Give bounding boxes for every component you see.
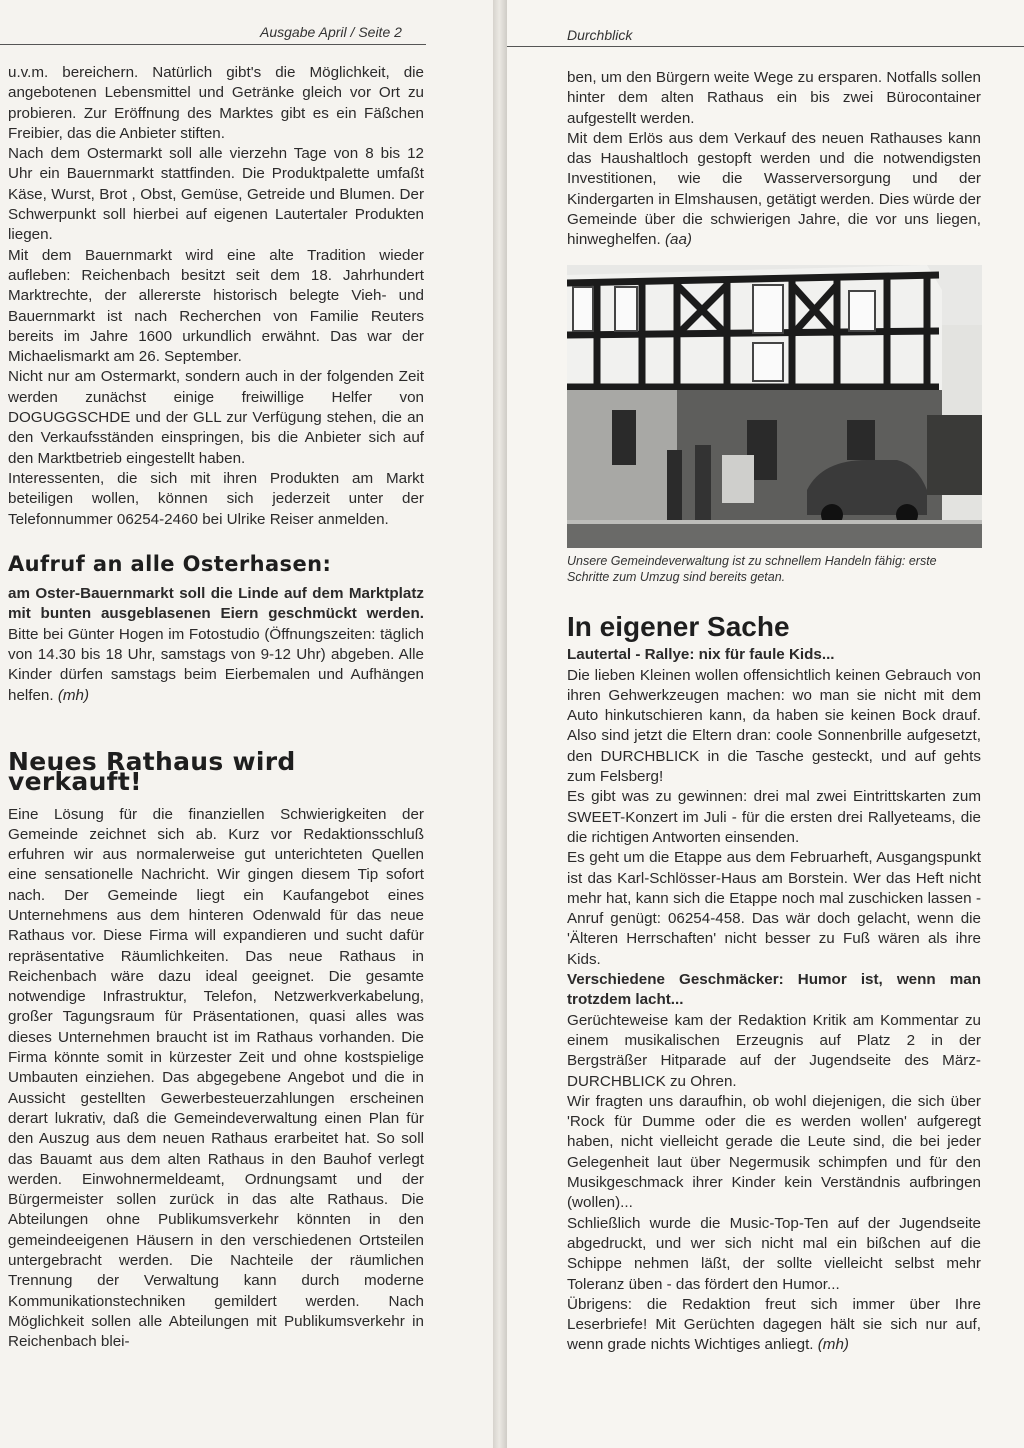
rathaus-heading: Neues Rathaus wird verkauft! bbox=[8, 746, 296, 797]
paragraph: Nach dem Ostermarkt soll alle vierzehn Tage von 8 bis 12 Uhr ein Bauernmarkt stattfinden. Die Produktpalette umfaßt Käse, Wurst, Brot , Obst, Gemüse, Getreide und Blumen. Der Schwerpunkt soll hierbei auf eigenen Lautertaler Produkten liegen. bbox=[8, 145, 424, 244]
humor-heading: Verschiedene Geschmäcker: Humor ist, wenn man trotzdem lacht... bbox=[567, 971, 981, 1009]
right-column-bottom bbox=[567, 611, 981, 1356]
left-header-rule bbox=[0, 44, 426, 45]
right-page-header: Durchblick bbox=[567, 27, 633, 43]
paragraph bbox=[567, 1295, 981, 1356]
left-page-header: Ausgabe April / Seite 2 bbox=[260, 24, 402, 40]
paragraph: Schließlich wurde die Music-Top-Ten auf der Jugendseite abgedruckt, und wer sich nicht mal ein bißchen auf die Schippe nehmen läßt, der sollte vielleicht selbst mehr Toleranz üben - das fördert den Humor... bbox=[567, 1214, 981, 1293]
rathaus-text: Eine Lösung für die finanziellen Schwierigkeiten der Gemeinde zeichnet sich ab. Kurz vor Redaktionsschluß erfuhren wir aus normalerweise gut unterichteten Quellen eine sensationelle Nachricht. Wir gingen diesem Tip sofort nach. Der Gemeinde liegt ein Kaufangebot eines Unternehmens aus dem hinteren Odenwald für das neue Rathaus vor. Diese Firma will expandieren und sucht dafür repräsentative Räumlichkeiten. Das neue Rathaus in Reichenbach wäre dazu ideal geeignet. Die gesamte notwendige Infrastruktur, Telefon, Netzwerkverkabelung, großer Tagungsraum für Präsentationen, quasi alles was dieses Unternehmen braucht ist im Rathaus vorhanden. Die Firma könnte somit in kürzester Zeit und ohne kostspielige Umbauten einziehen. Das abgegebene Angebot und die in Aussicht gestellten Gewerbesteuerzahlungen erscheinen derart lukrativ, daß die Gemeindeverwaltung einen Plan für den Auszug aus dem neuen Rathaus erarbeitet hat. So soll das Bauamt aus dem alten Rathaus in den Bauhof verlegt werden. Einwohnermeldeamt, Ordnungsamt und der Bürgermeister sollen zurück in das alte Rathaus. Die Abteilungen ohne Publikumsverkehr könnten in den gemeindeeigenen Häusern in den verschiedenen Ortsteilen untergebracht werden. Die Nachteile der räumlichen Trennung der Verwaltung kann durch moderne Kommunikationstechniken gemildert werden. Nach Möglichkeit sollen alle Abteilungen mit Publikumsverkehr in Reichenbach blei- bbox=[8, 805, 424, 1351]
paragraph-body: Mit dem Erlös aus dem Verkauf des neuen Rathauses kann das Haushaltloch gestopft werden und die notwendigsten Investitionen, wie die Wasserversorgung und der Kindergarten in Elmshausen, getätigt werden. Dies würde der Gemeinde über die schwierigen Jahre, die vor uns liegen, hinweghelfen. bbox=[567, 129, 981, 249]
osterhasen-bold-text: am Oster-Bauernmarkt soll die Linde auf dem Marktplatz mit bunten ausgeblasenen Eiern geschmückt werden. bbox=[8, 585, 424, 623]
author-tag: (aa) bbox=[664, 231, 692, 249]
osterhasen-body: Bitte bei Günter Hogen im Fotostudio (Öffnungszeiten: täglich von 14.30 bis 18 Uhr, samstags von 9-12 Uhr) abgeben. Alle Kinder dürfen samstags beim Eierbemalen und Aufhängen helfen. bbox=[8, 625, 424, 704]
author-tag: (mh) bbox=[817, 1336, 849, 1354]
osterhasen-text bbox=[8, 584, 424, 706]
osterhasen-heading: Aufruf an alle Osterhasen: bbox=[8, 551, 332, 576]
paragraph: Es gibt was zu gewinnen: drei mal zwei Eintrittskarten zum SWEET-Konzert im Juli - für die ersten drei Rallyeteams, die die richtigen Antworten einsenden. bbox=[567, 788, 981, 846]
paragraph: Mit dem Bauernmarkt wird eine alte Tradition wieder aufleben: Reichenbach besitzt seit dem 18. Jahrhundert Marktrechte, der allererste historisch belegte Vieh- und Bauernmarkt ist nach Recherchen von Familie Reuters bereits im Jahre 1600 urkundlich erwähnt. Das war der Michaelismarkt am 26. September. bbox=[8, 246, 424, 366]
paragraph: ben, um den Bürgern weite Wege zu ersparen. Notfalls sollen hinter dem alten Rathaus ein bis zwei Bürocontainer aufgestellt werden. bbox=[567, 69, 981, 127]
paragraph: Es geht um die Etappe aus dem Februarheft, Ausgangspunkt ist das Karl-Schlösser-Haus am Borstein. Wer das Heft nicht mehr hat, kann sich die Etappe noch mal zuschicken lassen - Anruf genügt: 06254-458. Das wär doch gelacht, wenn die 'Älteren Herrschaften' nicht besser zu Fuß wären als ihre Kids. bbox=[567, 849, 981, 968]
paragraph: u.v.m. bereichern. Natürlich gibt's die Möglichkeit, die angebotenen Lebensmittel und Getränke gleich vor Ort zu probieren. Zur Eröffnung des Marktes gibt es ein Fäßchen Freibier, das die Anbieter stiften. bbox=[8, 64, 424, 142]
paragraph: Die lieben Kleinen wollen offensichtlich keinen Gebrauch von ihren Gehwerkzeugen machen: wo man sie nicht mit dem Auto hinkutschieren kann, da haben sie keinen Bock drauf. Also sind jetzt die Eltern dran: coole Sonnenbrille aufgesetzt, den DURCHBLICK in die Tasche gesteckt, und auf gehts zum Felsberg! bbox=[567, 666, 981, 786]
rallye-heading: Lautertal - Rallye: nix für faule Kids... bbox=[567, 646, 835, 664]
closing-text: Übrigens: die Redaktion freut sich immer über Ihre Leserbriefe! Mit Gerüchten dagegen hält sie sich nur auf, wenn grade nichts Wichtiges anliegt. bbox=[567, 1295, 981, 1354]
author-tag: (mh) bbox=[57, 686, 90, 704]
paragraph bbox=[567, 129, 981, 251]
paragraph: Interessenten, die sich mit ihren Produkten am Markt beteiligen wollen, können sich jederzeit unter der Telefonnummer 06254-2460 bei Ulrike Reiser anmelden. bbox=[8, 469, 424, 528]
right-header-rule bbox=[507, 46, 1024, 47]
right-column-top bbox=[567, 68, 981, 251]
town-hall-photo-image bbox=[567, 265, 982, 548]
paragraph: Nicht nur am Ostermarkt, sondern auch in der folgenden Zeit werden zunächst einige freiwillige Helfer von DOGUGGSCHDE und der GLL zur Verfügung stehen, die an den Verkaufsständen einspringen, bis die Anbieter sich auf den Marktbetrieb eingestellt haben. bbox=[8, 368, 424, 467]
photo-caption: Unsere Gemeindeverwaltung ist zu schnellem Handeln fähig: erste Schritte zum Umzug sind bereits getan. bbox=[567, 554, 937, 584]
paragraph: Wir fragten uns daraufhin, ob wohl diejenigen, die sich über 'Rock für Dumme oder die es werden wollen' aufgeregt haben, nicht vielleicht gerade die Leute sind, die bei jeder Gelegenheit laut über Negermusik schimpfen und für den Musikgeschmack ihrer Kinder kein Verständnis aufbringen (wollen)... bbox=[567, 1092, 981, 1212]
paragraph: Gerüchteweise kam der Redaktion Kritik am Kommentar zu einem musikalischen Erzeugnis auf Platz 2 in der Bergsträßer Hitparade auf der Jugendseite des März-DURCHBLICK zu Ohren. bbox=[567, 1011, 981, 1090]
in-eigener-sache-heading: In eigener Sache bbox=[567, 611, 790, 642]
town-hall-photo bbox=[567, 265, 982, 548]
page-gutter bbox=[493, 0, 507, 1448]
left-column bbox=[8, 63, 424, 1353]
